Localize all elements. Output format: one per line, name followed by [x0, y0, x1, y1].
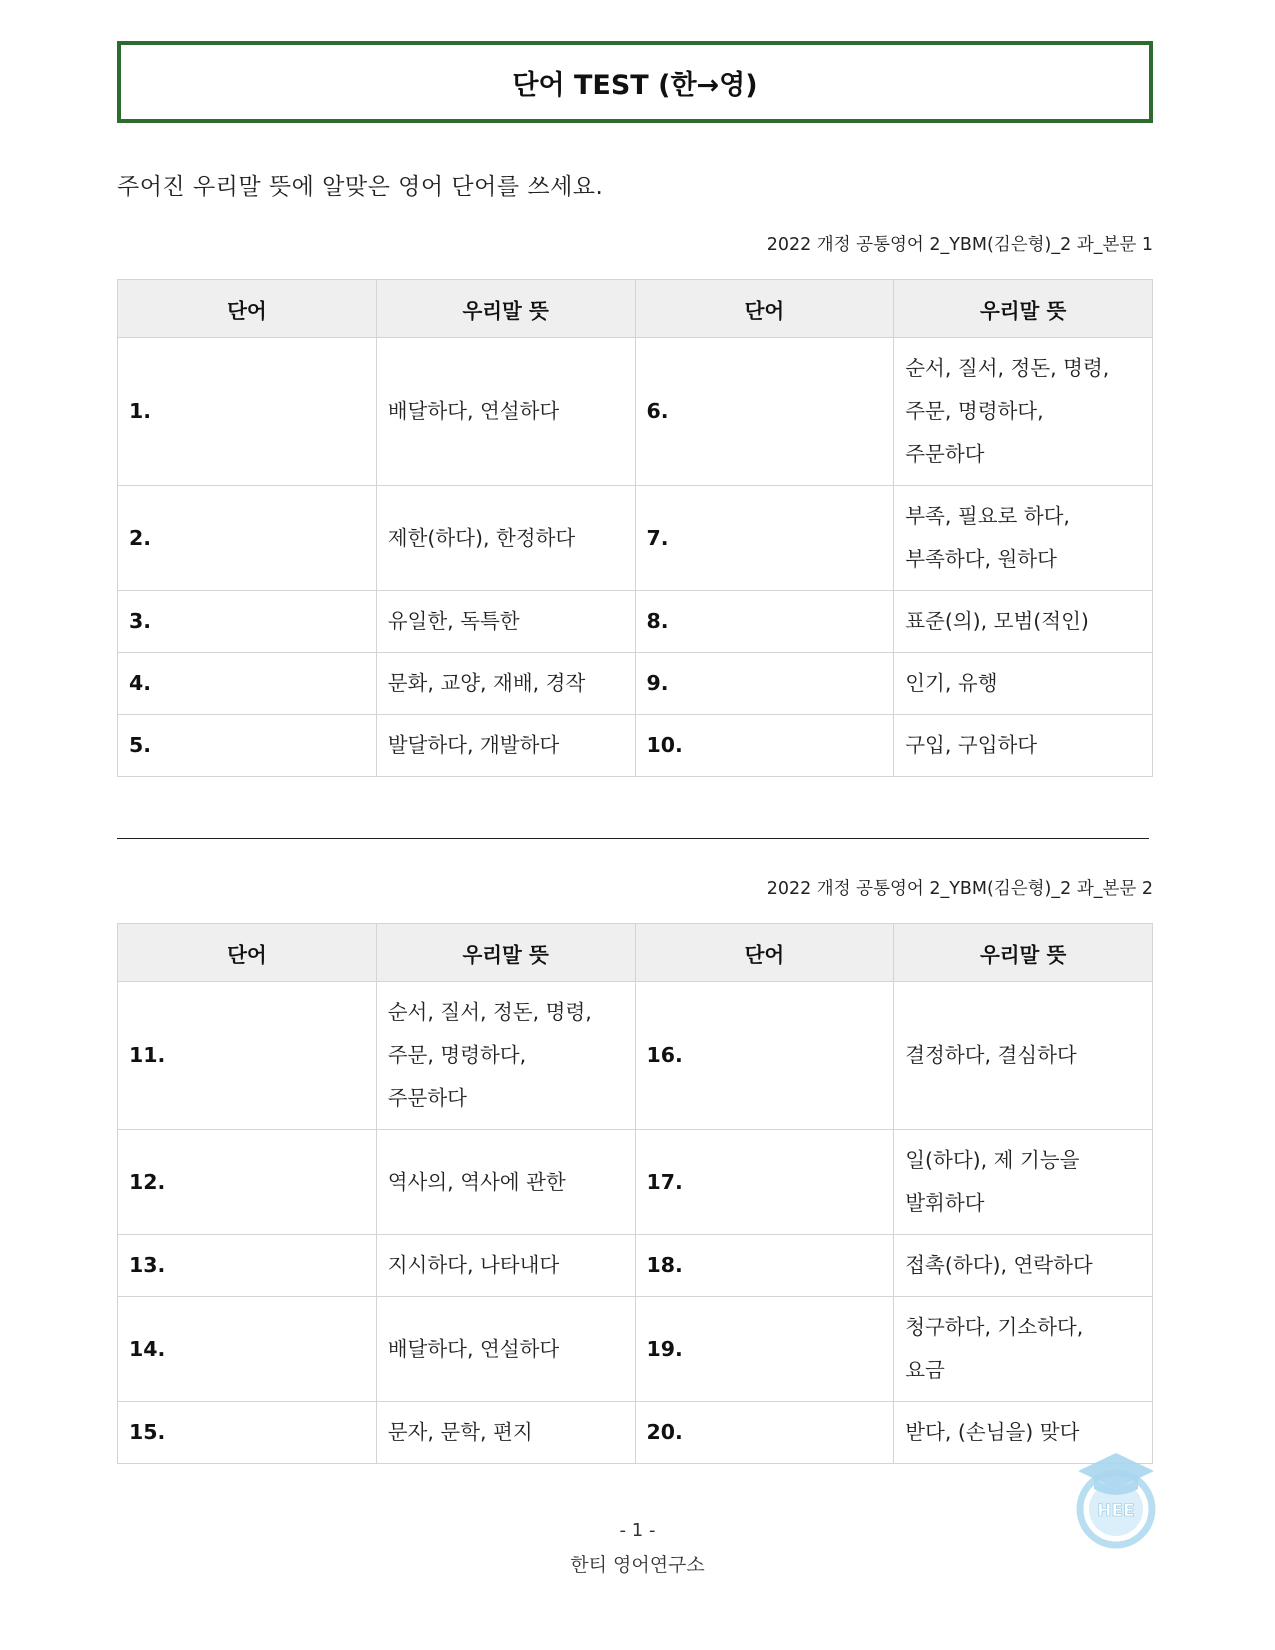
item-meaning: 일(하다), 제 기능을 발휘하다	[894, 1130, 1153, 1235]
table-row	[118, 982, 1153, 1130]
vocab-table-1	[117, 279, 1153, 777]
item-number: 1.	[118, 338, 377, 486]
table-row	[118, 715, 1153, 777]
source-label-1: 2022 개정 공통영어 2_YBM(김은형)_2 과_본문 1	[766, 235, 1153, 255]
item-number: 15.	[118, 1402, 377, 1464]
item-meaning: 유일한, 독특한	[376, 591, 635, 653]
table-header-row	[118, 924, 1153, 982]
item-meaning: 순서, 질서, 정돈, 명령, 주문, 명령하다, 주문하다	[376, 982, 635, 1130]
item-number: 5.	[118, 715, 377, 777]
title-box	[117, 41, 1153, 123]
item-number: 12.	[118, 1130, 377, 1235]
svg-text:HEE: HEE	[1097, 1501, 1135, 1521]
item-meaning: 지시하다, 나타내다	[376, 1235, 635, 1297]
source-label-2: 2022 개정 공통영어 2_YBM(김은형)_2 과_본문 2	[766, 879, 1153, 899]
header-meaning: 우리말 뜻	[894, 924, 1153, 982]
header-word: 단어	[635, 924, 894, 982]
item-meaning: 청구하다, 기소하다, 요금	[894, 1297, 1153, 1402]
item-meaning: 역사의, 역사에 관한	[376, 1130, 635, 1235]
item-meaning: 접촉(하다), 연락하다	[894, 1235, 1153, 1297]
table-body	[118, 338, 1153, 777]
item-number: 8.	[635, 591, 894, 653]
table-row	[118, 653, 1153, 715]
item-number: 9.	[635, 653, 894, 715]
page-title: 단어 TEST (한→영)	[512, 69, 758, 101]
item-meaning: 부족, 필요로 하다, 부족하다, 원하다	[894, 486, 1153, 591]
header-meaning: 우리말 뜻	[894, 280, 1153, 338]
item-number: 4.	[118, 653, 377, 715]
section-divider	[117, 838, 1149, 839]
item-number: 13.	[118, 1235, 377, 1297]
vocab-table-2	[117, 923, 1153, 1464]
graduation-cap-icon	[1074, 1449, 1158, 1549]
header-word: 단어	[635, 280, 894, 338]
table-row	[118, 486, 1153, 591]
header-meaning: 우리말 뜻	[376, 924, 635, 982]
instruction-text: 주어진 우리말 뜻에 알맞은 영어 단어를 쓰세요.	[117, 174, 604, 200]
footer-label: 한티 영어연구소	[570, 1554, 705, 1576]
page-number: - 1 -	[619, 1520, 656, 1541]
item-number: 3.	[118, 591, 377, 653]
item-meaning: 표준(의), 모범(적인)	[894, 591, 1153, 653]
item-meaning: 배달하다, 연설하다	[376, 1297, 635, 1402]
item-number: 16.	[635, 982, 894, 1130]
table-row	[118, 1402, 1153, 1464]
table-row	[118, 1235, 1153, 1297]
item-number: 20.	[635, 1402, 894, 1464]
item-meaning: 순서, 질서, 정돈, 명령, 주문, 명령하다, 주문하다	[894, 338, 1153, 486]
table-body	[118, 982, 1153, 1464]
item-meaning: 문화, 교양, 재배, 경작	[376, 653, 635, 715]
item-number: 7.	[635, 486, 894, 591]
header-word: 단어	[118, 924, 377, 982]
item-number: 14.	[118, 1297, 377, 1402]
hee-logo	[1074, 1449, 1158, 1549]
item-meaning: 문자, 문학, 편지	[376, 1402, 635, 1464]
header-word: 단어	[118, 280, 377, 338]
item-meaning: 인기, 유행	[894, 653, 1153, 715]
table-row	[118, 338, 1153, 486]
item-meaning: 결정하다, 결심하다	[894, 982, 1153, 1130]
header-meaning: 우리말 뜻	[376, 280, 635, 338]
item-number: 6.	[635, 338, 894, 486]
item-number: 19.	[635, 1297, 894, 1402]
item-number: 18.	[635, 1235, 894, 1297]
table-row	[118, 591, 1153, 653]
item-number: 10.	[635, 715, 894, 777]
table-row	[118, 1130, 1153, 1235]
item-meaning: 배달하다, 연설하다	[376, 338, 635, 486]
item-meaning: 받다, (손님을) 맞다	[894, 1402, 1153, 1464]
table-header-row	[118, 280, 1153, 338]
item-meaning: 발달하다, 개발하다	[376, 715, 635, 777]
item-number: 11.	[118, 982, 377, 1130]
item-meaning: 구입, 구입하다	[894, 715, 1153, 777]
item-number: 2.	[118, 486, 377, 591]
item-meaning: 제한(하다), 한정하다	[376, 486, 635, 591]
table-row	[118, 1297, 1153, 1402]
item-number: 17.	[635, 1130, 894, 1235]
